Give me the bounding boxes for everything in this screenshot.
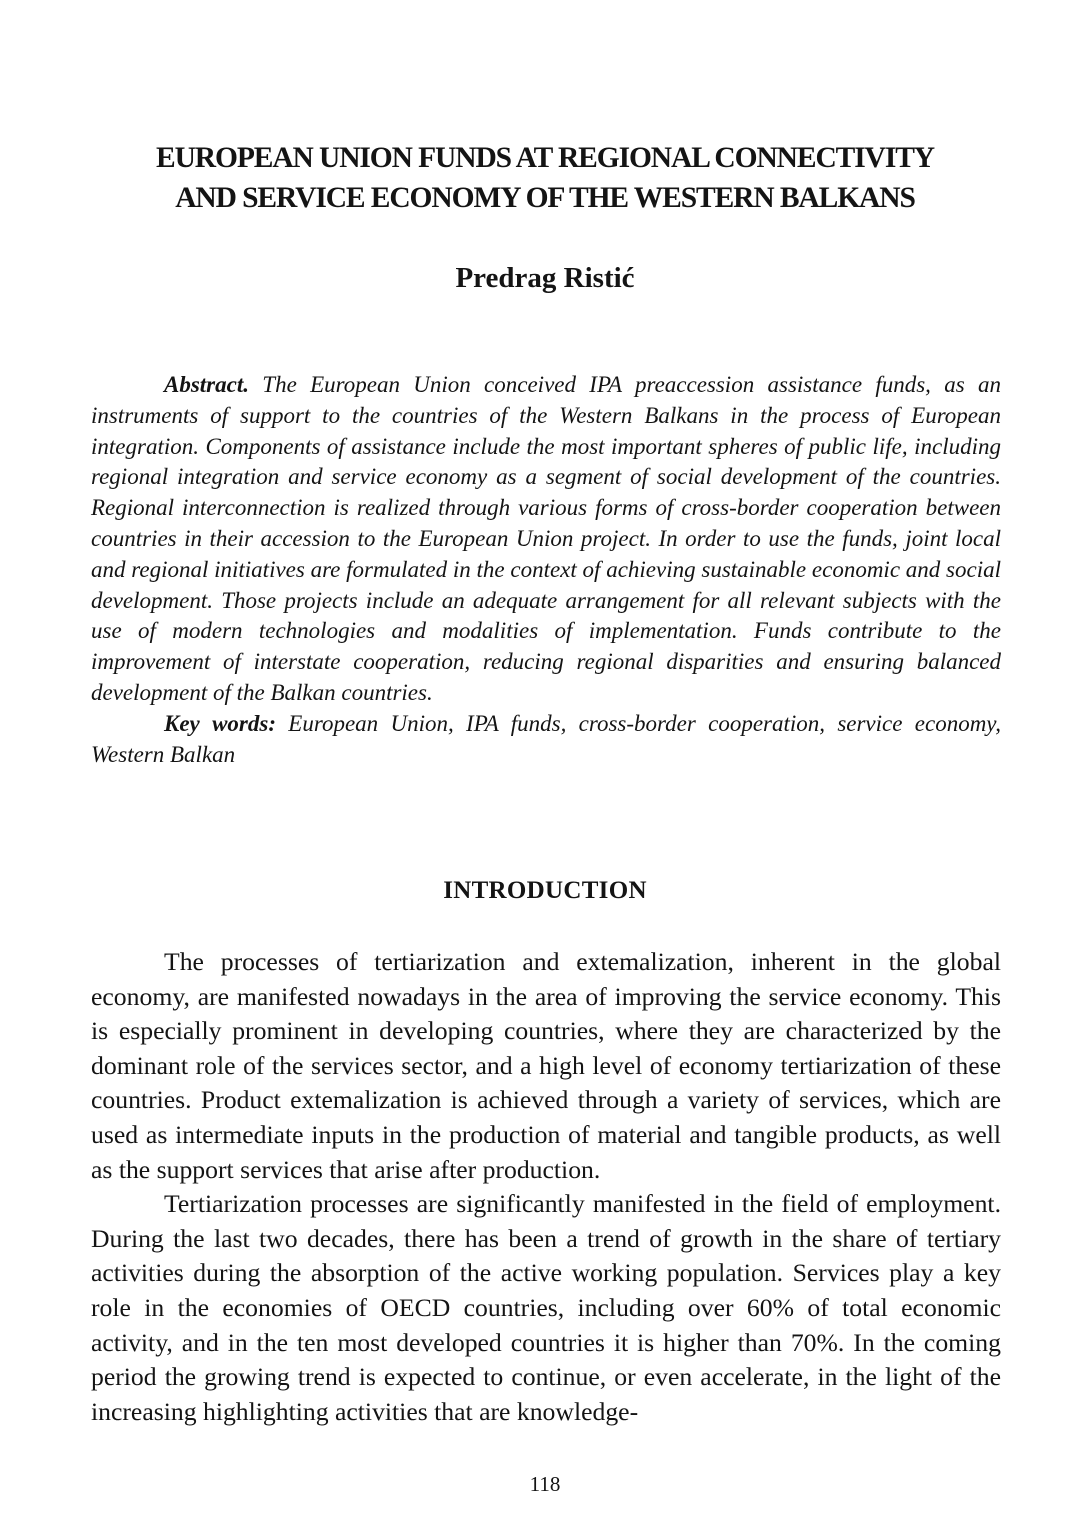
paper-title <box>90 138 1000 218</box>
abstract-text: The European Union conceived IPA preaccession assistance funds, as an instruments of support to the countries of the Western Balkans in the process of European integration. Components of assistance include the most important spheres of public life, including regional integration and service economy as a segment of social development of the countries. Regional interconnection is realized through various forms of cross-border cooperation between countries in their accession to the European Union project. In order to use the funds, joint local and regional initiatives are formulated in the context of achieving sustainable economic and social development. Those projects include an adequate arrangement for all relevant subjects with the use of modern technologies and modalities of implementation. Funds contribute to the improvement of interstate cooperation, reducing regional disparities and ensuring balanced development of the Balkan countries. <box>91 372 1001 705</box>
abstract-paragraph <box>91 370 1001 709</box>
abstract-block <box>91 370 1001 770</box>
introduction-body <box>91 945 1001 1429</box>
author-name: Predrag Ristić <box>455 262 635 294</box>
body-paragraph-2: Tertiarization processes are significantly manifested in the field of employment. During the last two decades, there has been a trend of growth in the share of tertiary activities during the absorption of the active working population. Services play a key role in the economies of OECD countries, including over 60% of total economic activity, and in the ten most developed countries it is higher than 70%. In the coming period the growing trend is expected to continue, or even accelerate, in the light of the increasing highlighting activities that are knowledge- <box>91 1189 1001 1426</box>
keywords-label: Key words: <box>164 710 276 736</box>
keywords-paragraph <box>91 709 1001 771</box>
paper-title-line-1: EUROPEAN UNION FUNDS AT REGIONAL CONNECTIVITY <box>156 142 934 174</box>
paper-title-line-2: AND SERVICE ECONOMY OF THE WESTERN BALKANS <box>175 182 915 214</box>
page-number: 118 <box>529 1472 561 1496</box>
abstract-label: Abstract. <box>164 372 249 397</box>
section-heading-introduction: INTRODUCTION <box>443 877 647 904</box>
body-paragraph-1: The processes of tertiarization and extemalization, inherent in the global economy, are manifested nowadays in the area of improving the service economy. This is especially prominent in developing countries, where they are characterized by the dominant role of the services sector, and a high level of economy tertiarization of these countries. Product extemalization is achieved through a variety of services, which are used as intermediate inputs in the production of material and tangible products, as well as the support services that arise after production. <box>91 947 1001 1184</box>
keywords-text: European Union, IPA funds, cross-border cooperation, service economy, Western Balkan <box>91 710 1001 767</box>
